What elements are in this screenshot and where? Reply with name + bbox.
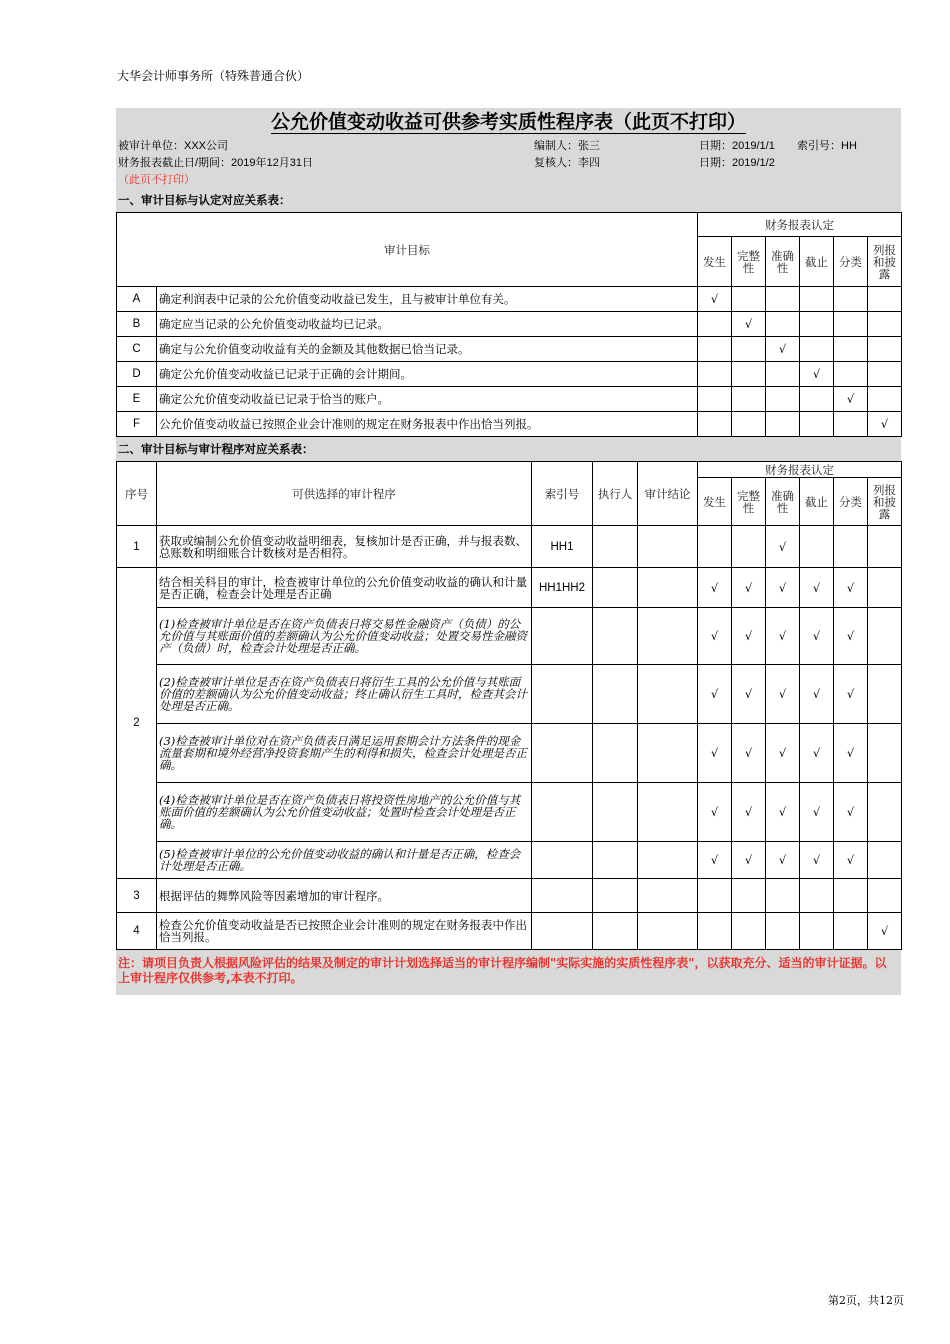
objective-text: 确定利润表中记录的公允价值变动收益已发生，且与被审计单位有关。 [157,287,698,312]
procedures-table [116,461,902,950]
check-mark [800,526,834,568]
procedure-text: (3)检查被审计单位对在资产负债表日满足运用套期会计方法条件的现金流量套期和境外经营净投资套期产生的利得和损失，检查会计处理是否正确。 [157,724,532,783]
check-mark: √ [800,783,834,842]
assertion-header: 完整性 [732,237,766,287]
auditee-label: 被审计单位：XXX公司 [118,140,229,152]
check-mark [868,568,902,608]
executor-header: 执行人 [593,462,638,526]
conclusion-cell [638,665,698,724]
check-mark: √ [698,665,732,724]
conclusion-header: 审计结论 [638,462,698,526]
check-mark: √ [834,568,868,608]
preparer-label: 编制人：张三 [534,140,600,152]
page-number: 第2页，共12页 [828,1294,904,1307]
check-mark [732,879,766,913]
check-mark [868,337,902,362]
objective-text: 确定公允价值变动收益已记录于正确的会计期间。 [157,362,698,387]
objective-header: 审计目标 [117,213,698,287]
check-mark [834,312,868,337]
objective-row [117,287,902,312]
procedure-text: (2)检查被审计单位是否在资产负债表日将衍生工具的公允价值与其账面价值的差额确认为公允价值变动收益；终止确认衍生工具时，检查其会计处理是否正确。 [157,665,532,724]
objective-code: C [117,337,157,362]
objective-row [117,362,902,387]
footer-note: 注：请项目负责人根据风险评估的结果及制定的审计计划选择适当的审计程序编制"实际实施的实质性程序表"，以获取充分、适当的审计证据。以上审计程序仅供参考,本表不打印。 [118,956,887,985]
procedure-row [117,724,902,783]
review-date: 日期：2019/1/2 [699,157,775,169]
executor-cell [593,665,638,724]
check-mark [868,608,902,665]
objectives-table [116,212,902,437]
check-mark [766,387,800,412]
procedure-row [117,608,902,665]
check-mark: √ [834,608,868,665]
no-header: 序号 [117,462,157,526]
assertion-header: 发生 [698,237,732,287]
check-mark: √ [868,412,902,437]
worksheet [116,108,901,995]
check-mark: √ [732,665,766,724]
check-mark [868,879,902,913]
check-mark: √ [732,842,766,879]
procedure-row [117,526,902,568]
check-mark [868,387,902,412]
conclusion-cell [638,783,698,842]
check-mark [800,387,834,412]
procedure-row [117,665,902,724]
objective-row [117,412,902,437]
procedure-index: HH1HH2 [532,568,593,608]
check-mark: √ [800,724,834,783]
objective-code: B [117,312,157,337]
check-mark [766,287,800,312]
assertion-header: 截止 [800,237,834,287]
check-mark: √ [732,783,766,842]
check-mark [868,842,902,879]
check-mark [732,337,766,362]
check-mark: √ [766,783,800,842]
objective-text: 确定应当记录的公允价值变动收益均已记录。 [157,312,698,337]
objective-code: A [117,287,157,312]
prepare-date: 日期：2019/1/1 [699,140,775,152]
procedure-index [532,665,593,724]
check-mark: √ [834,724,868,783]
objective-code: D [117,362,157,387]
procedure-header: 可供选择的审计程序 [157,462,532,526]
check-mark [800,337,834,362]
check-mark: √ [698,783,732,842]
check-mark [732,362,766,387]
executor-cell [593,724,638,783]
procedure-text: 检查公允价值变动收益是否已按照企业会计准则的规定在财务报表中作出恰当列报。 [157,913,532,950]
period-label: 财务报表截止日/期间：2019年12月31日 [118,157,313,169]
check-mark [800,412,834,437]
procedure-number: 3 [117,879,157,913]
check-mark [698,337,732,362]
executor-cell [593,568,638,608]
procedure-index [532,913,593,950]
procedure-text: 获取或编制公允价值变动收益明细表，复核加计是否正确，并与报表数、总账数和明细账合计数核对是否相符。 [157,526,532,568]
check-mark: √ [698,287,732,312]
check-mark [868,362,902,387]
check-mark [834,412,868,437]
procedure-text: (4)检查被审计单位是否在资产负债表日将投资性房地产的公允价值与其账面价值的差额确认为公允价值变动收益；处置时检查会计处理是否正确。 [157,783,532,842]
assertion-header: 列报和披露 [868,237,902,287]
check-mark [834,879,868,913]
procedure-row [117,842,902,879]
objective-code: E [117,387,157,412]
check-mark [800,879,834,913]
check-mark: √ [698,842,732,879]
assertion-header: 准确性 [766,478,800,526]
check-mark [732,526,766,568]
executor-cell [593,608,638,665]
title-text: 公允价值变动收益可供参考实质性程序表（此页不打印） [270,111,746,133]
section2-heading: 二、审计目标与审计程序对应关系表： [118,442,314,456]
assertion-header: 截止 [800,478,834,526]
objective-code: F [117,412,157,437]
procedure-text: 根据评估的舞弊风险等因素增加的审计程序。 [157,879,532,913]
check-mark: √ [800,362,834,387]
procedure-text: (5)检查被审计单位的公允价值变动收益的确认和计量是否正确，检查会计处理是否正确。 [157,842,532,879]
check-mark [834,913,868,950]
assertion-header: 完整性 [732,478,766,526]
check-mark [868,665,902,724]
index-header: 索引号 [532,462,593,526]
conclusion-cell [638,724,698,783]
procedure-text: (1)检查被审计单位是否在资产负债表日将交易性金融资产（负债）的公允价值与其账面价值的差额确认为公允价值变动收益；处置交易性金融资产（负债）时，检查会计处理是否正确。 [157,608,532,665]
check-mark: √ [800,842,834,879]
objective-text: 确定公允价值变动收益已记录于恰当的账户。 [157,387,698,412]
conclusion-cell [638,879,698,913]
conclusion-cell [638,568,698,608]
check-mark: √ [732,724,766,783]
check-mark [800,312,834,337]
executor-cell [593,526,638,568]
check-mark [800,913,834,950]
procedure-text: 结合相关科目的审计，检查被审计单位的公允价值变动收益的确认和计量是否正确，检查会计处理是否正确 [157,568,532,608]
objective-row [117,312,902,337]
check-mark: √ [766,337,800,362]
conclusion-cell [638,526,698,568]
check-mark [868,312,902,337]
check-mark [766,312,800,337]
procedure-row [117,879,902,913]
check-mark [766,362,800,387]
objective-row [117,337,902,362]
executor-cell [593,913,638,950]
procedure-row [117,783,902,842]
check-mark [732,412,766,437]
assertion-header: 准确性 [766,237,800,287]
check-mark [868,783,902,842]
check-mark: √ [766,568,800,608]
check-mark: √ [732,312,766,337]
procedure-number: 1 [117,526,157,568]
executor-cell [593,879,638,913]
check-mark [698,412,732,437]
check-mark [698,312,732,337]
check-mark [766,879,800,913]
check-mark: √ [766,842,800,879]
conclusion-cell [638,842,698,879]
assertion-group-header: 财务报表认定 [698,213,902,237]
check-mark: √ [732,568,766,608]
check-mark [834,526,868,568]
assertion-header: 分类 [834,478,868,526]
check-mark [834,362,868,387]
check-mark: √ [834,665,868,724]
section1-heading: 一、审计目标与认定对应关系表： [118,193,291,207]
procedure-row [117,568,902,608]
procedure-row [117,913,902,950]
check-mark [868,724,902,783]
check-mark: √ [698,608,732,665]
procedure-index [532,783,593,842]
check-mark: √ [800,608,834,665]
check-mark: √ [834,783,868,842]
procedure-index [532,842,593,879]
assertion-header: 列报和披露 [868,478,902,526]
check-mark [800,287,834,312]
check-mark: √ [868,913,902,950]
check-mark [732,287,766,312]
procedure-index [532,724,593,783]
check-mark: √ [766,724,800,783]
procedure-index: HH1 [532,526,593,568]
check-mark [732,913,766,950]
check-mark [698,879,732,913]
procedure-number: 4 [117,913,157,950]
assertion-group-header-2: 财务报表认定 [698,462,902,478]
check-mark: √ [834,387,868,412]
check-mark: √ [766,608,800,665]
check-mark [698,526,732,568]
index-number: 索引号：HH [797,140,857,152]
check-mark: √ [698,724,732,783]
check-mark [732,387,766,412]
check-mark [868,526,902,568]
procedure-index [532,879,593,913]
check-mark: √ [800,665,834,724]
no-print-note: （此页不打印） [118,174,195,186]
check-mark: √ [834,842,868,879]
check-mark [834,337,868,362]
check-mark: √ [800,568,834,608]
check-mark: √ [732,608,766,665]
executor-cell [593,842,638,879]
page-title [116,108,901,136]
procedure-index [532,608,593,665]
check-mark [698,913,732,950]
assertion-header: 发生 [698,478,732,526]
assertion-header: 分类 [834,237,868,287]
objective-text: 确定与公允价值变动收益有关的金额及其他数据已恰当记录。 [157,337,698,362]
check-mark: √ [698,568,732,608]
check-mark [868,287,902,312]
objective-text: 公允价值变动收益已按照企业会计准则的规定在财务报表中作出恰当列报。 [157,412,698,437]
objective-row [117,387,902,412]
conclusion-cell [638,608,698,665]
firm-name: 大华会计师事务所（特殊普通合伙） [117,69,310,83]
check-mark [698,362,732,387]
reviewer-label: 复核人：李四 [534,157,600,169]
check-mark [766,913,800,950]
conclusion-cell [638,913,698,950]
check-mark: √ [766,526,800,568]
check-mark [766,412,800,437]
procedure-number: 2 [117,568,157,879]
check-mark: √ [766,665,800,724]
executor-cell [593,783,638,842]
check-mark [834,287,868,312]
check-mark [698,387,732,412]
